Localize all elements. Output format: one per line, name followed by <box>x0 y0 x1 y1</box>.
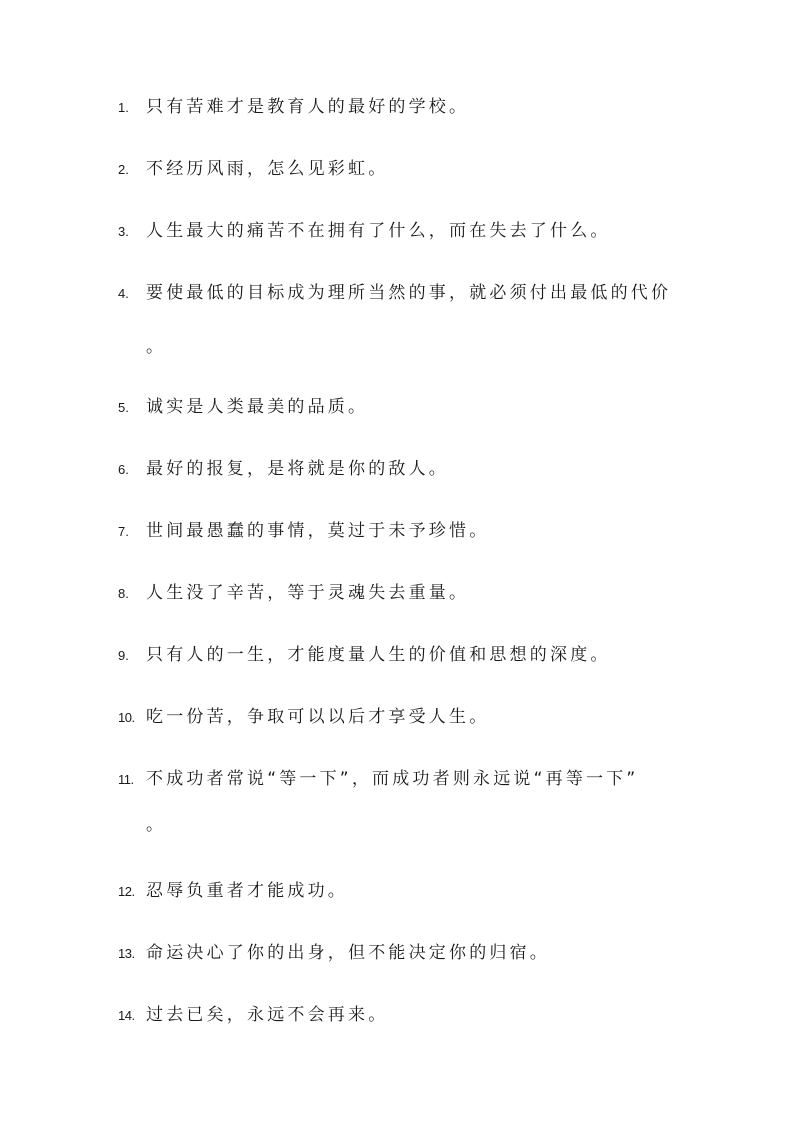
list-item <box>118 394 368 417</box>
item-text-continuation <box>146 338 163 356</box>
list-item <box>118 94 469 117</box>
list-item <box>118 878 348 901</box>
list-item <box>118 518 489 541</box>
item-text: 忍辱负重者才能成功。 <box>146 881 348 901</box>
item-number: 4. <box>118 286 129 301</box>
item-number: 9. <box>118 648 129 663</box>
item-text: 不成功者常说“等一下”，而成功者则永远说“再等一下” <box>146 769 639 789</box>
list-item <box>118 704 489 727</box>
item-text: 人生最大的痛苦不在拥有了什么，而在失去了什么。 <box>146 221 611 241</box>
item-text: 只有苦难才是教育人的最好的学校。 <box>146 97 470 117</box>
item-text: 过去已矣，永远不会再来。 <box>146 1005 389 1025</box>
item-number: 8. <box>118 586 129 601</box>
item-text: 不经历风雨，怎么见彩虹。 <box>146 159 389 179</box>
item-number: 5. <box>118 400 129 415</box>
item-number: 6. <box>118 462 129 477</box>
list-item <box>118 940 550 963</box>
item-text: 诚实是人类最美的品质。 <box>146 397 369 417</box>
item-number: 13. <box>118 946 135 961</box>
item-number: 1. <box>118 100 129 115</box>
item-text-continuation <box>146 816 163 834</box>
continuation-text: 。 <box>146 337 163 357</box>
item-number: 11. <box>118 772 134 787</box>
item-text: 要使最低的目标成为理所当然的事，就必须付出最低的代价 <box>146 283 672 303</box>
list-item <box>118 766 638 789</box>
item-number: 12. <box>118 884 135 899</box>
item-text: 命运决心了你的出身，但不能决定你的归宿。 <box>146 943 550 963</box>
item-number: 3. <box>118 224 129 239</box>
list-item <box>118 280 671 303</box>
list-item <box>118 218 611 241</box>
list-item <box>118 642 611 665</box>
list-item <box>118 156 388 179</box>
list-item <box>118 580 469 603</box>
list-item <box>118 456 449 479</box>
item-text: 世间最愚蠢的事情，莫过于未予珍惜。 <box>146 521 490 541</box>
list-item <box>118 1002 388 1025</box>
item-text: 人生没了辛苦，等于灵魂失去重量。 <box>146 583 470 603</box>
item-text: 吃一份苦，争取可以以后才享受人生。 <box>146 707 490 727</box>
item-number: 7. <box>118 524 129 539</box>
item-number: 14. <box>118 1008 135 1023</box>
item-number: 10. <box>118 710 135 725</box>
item-number: 2. <box>118 162 129 177</box>
item-text: 只有人的一生，才能度量人生的价值和思想的深度。 <box>146 645 611 665</box>
continuation-text: 。 <box>146 815 163 835</box>
item-text: 最好的报复，是将就是你的敌人。 <box>146 459 449 479</box>
